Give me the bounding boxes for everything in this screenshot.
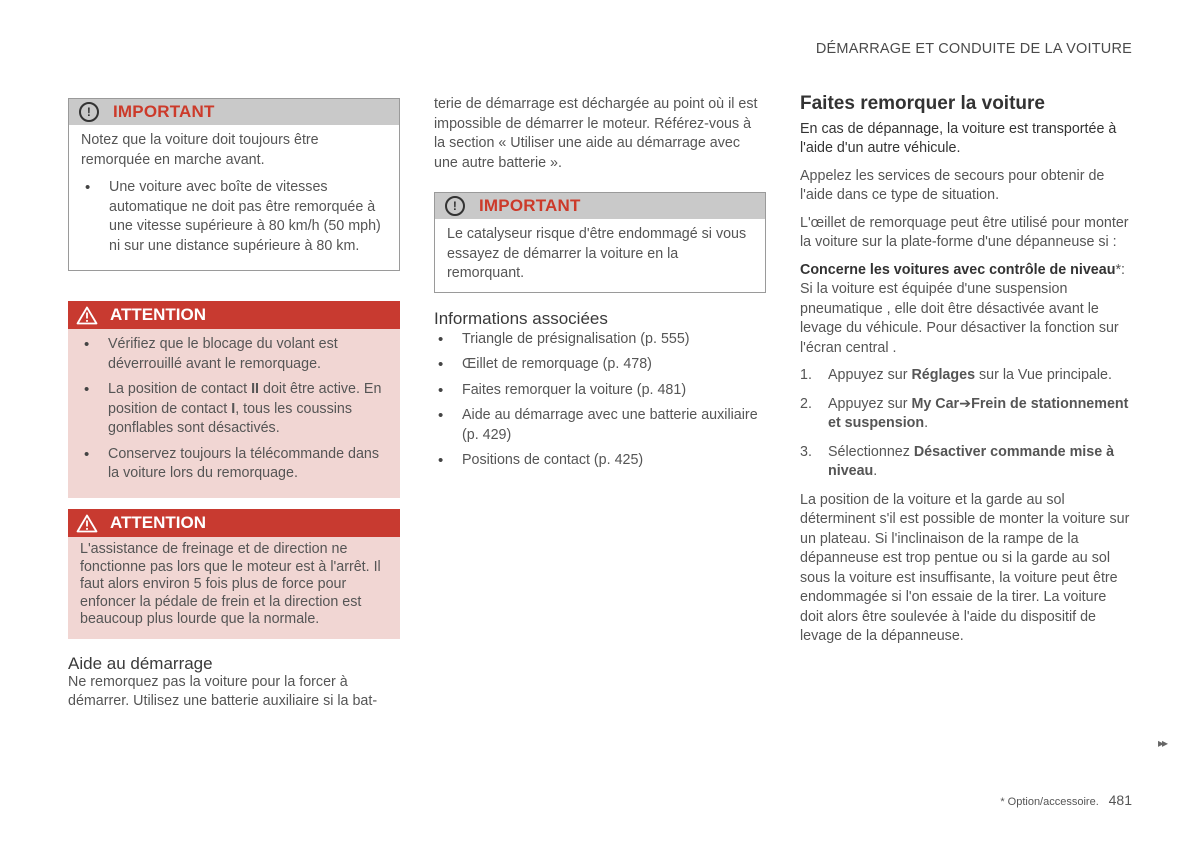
attention-header — [68, 509, 400, 537]
step-item: 2. Appuyez sur My Car➔Frein de stationnement et suspension. — [800, 395, 1129, 431]
arrow-right-icon: ➔ — [959, 395, 972, 412]
warning-triangle-icon — [76, 514, 98, 533]
list-item: • La position de contact II doit être active. En position de contact I, tous les coussins gonflables sont désactivés. — [80, 380, 388, 439]
footnote: * Option/accessoire. — [1000, 796, 1099, 808]
important-header — [435, 193, 765, 219]
exclamation-circle-icon: ! — [79, 102, 99, 122]
attention-label: ATTENTION — [110, 513, 207, 533]
related-link[interactable]: • Faites remorquer la voiture (p. 481) — [434, 381, 766, 401]
continue-arrows-icon: ▸▸ — [1157, 736, 1166, 750]
attention-label: ATTENTION — [110, 305, 207, 325]
important-box-2 — [434, 192, 766, 293]
step-item: 3. Sélectionnez Désactiver commande mise à niveau. — [800, 443, 1115, 479]
step-item: 1. Appuyez sur Réglages sur la Vue principale. — [800, 367, 1112, 383]
related-link[interactable]: • Aide au démarrage avec une batterie auxiliaire (p. 429) — [434, 406, 766, 445]
important-intro: Notez que la voiture doit toujours être remorquée en marche avant. — [81, 132, 319, 168]
important-box — [68, 98, 400, 271]
important-label: IMPORTANT — [479, 196, 581, 216]
footer — [1000, 791, 1132, 813]
related-link[interactable]: • Œillet de remorquage (p. 478) — [434, 355, 766, 375]
attention-header — [68, 301, 400, 329]
column-middle — [434, 95, 766, 173]
list-item: • Une voiture avec boîte de vitesses automatique ne doit pas être remorquée à une vitesse supérieure à 80 km/h (50 mph) ni sur une distance supérieure à 80 km. — [81, 178, 387, 256]
important-label: IMPORTANT — [113, 102, 215, 122]
attention-body — [68, 537, 400, 639]
important-text: Le catalyseur risque d'être endommagé si vous essayez de démarrer la voiture en la remorquant. — [447, 226, 747, 281]
concerne-paragraph: Concerne les voitures avec contrôle de niveau*: Si la voiture est équipée d'une suspension pneumatique , elle doit être désactivée avant le levage du véhicule. Pour désactiver la fonction sur l'écran central . — [800, 261, 1126, 356]
column-left — [68, 98, 400, 271]
running-header: DÉMARRAGE ET CONDUITE DE LA VOITURE — [815, 41, 1132, 57]
related-link[interactable]: • Positions de contact (p. 425) — [434, 451, 766, 471]
aide-section — [68, 654, 400, 711]
important-body — [69, 125, 399, 270]
list-item: • Conservez toujours la télécommande dans la voiture lors du remorquage. — [80, 445, 388, 484]
list-item: • Vérifiez que le blocage du volant est déverrouillé avant le remorquage. — [80, 335, 388, 374]
paragraph: L'œillet de remorquage peut être utilisé pour monter la voiture sur la plate-forme d'une dépanneuse si : — [800, 214, 1129, 250]
important-body — [435, 219, 765, 292]
exclamation-circle-icon: ! — [445, 196, 465, 216]
attention-text: L'assistance de freinage et de direction ne fonctionne pas lors que le moteur est à l'arrêt. Il faut alors environ 5 fois plus de force pour enfoncer la pédale de frein et la direction est beaucoup plus lourde que la normale. — [80, 541, 381, 627]
steps-list — [800, 366, 1130, 482]
related-info — [434, 309, 766, 477]
related-heading: Informations associées — [434, 309, 608, 328]
column-right — [800, 94, 1130, 655]
paragraph: Appelez les services de secours pour obtenir de l'aide dans ce type de situation. — [800, 167, 1105, 203]
continuation-text: terie de démarrage est déchargée au point où il est impossible de démarrer le moteur. Référez-vous à la section « Utiliser une aide au démarrage avec une autre batterie ». — [434, 96, 758, 171]
important-header — [69, 99, 399, 125]
attention-body — [68, 329, 400, 498]
attention-box-2 — [68, 509, 400, 639]
warning-triangle-icon — [76, 306, 98, 325]
section-text: Ne remorquez pas la voiture pour la forcer à démarrer. Utilisez une batterie auxiliaire si la bat- — [68, 674, 378, 709]
page-number: 481 — [1108, 792, 1132, 808]
important-list — [81, 178, 387, 256]
paragraph: La position de la voiture et la garde au sol déterminent s'il est possible de monter la voiture sur un plateau. Si l'inclinaison de la rampe de la dépanneuse est trop pentue ou si la garde au sol sous la voiture est insuffisante, la voiture peut être endommagée si l'on essaie de la tirer. La voiture doit alors être soulevée à l'aide du dispositif de levage de la dépanneuse. — [800, 491, 1130, 644]
related-list — [434, 330, 766, 471]
page-title: Faites remorquer la voiture — [800, 93, 1045, 114]
section-heading: Aide au démarrage — [68, 654, 213, 673]
attention-box-1 — [68, 301, 400, 498]
related-link[interactable]: • Triangle de présignalisation (p. 555) — [434, 330, 766, 350]
lead-text: En cas de dépannage, la voiture est transportée à l'aide d'un autre véhicule. — [800, 120, 1117, 156]
